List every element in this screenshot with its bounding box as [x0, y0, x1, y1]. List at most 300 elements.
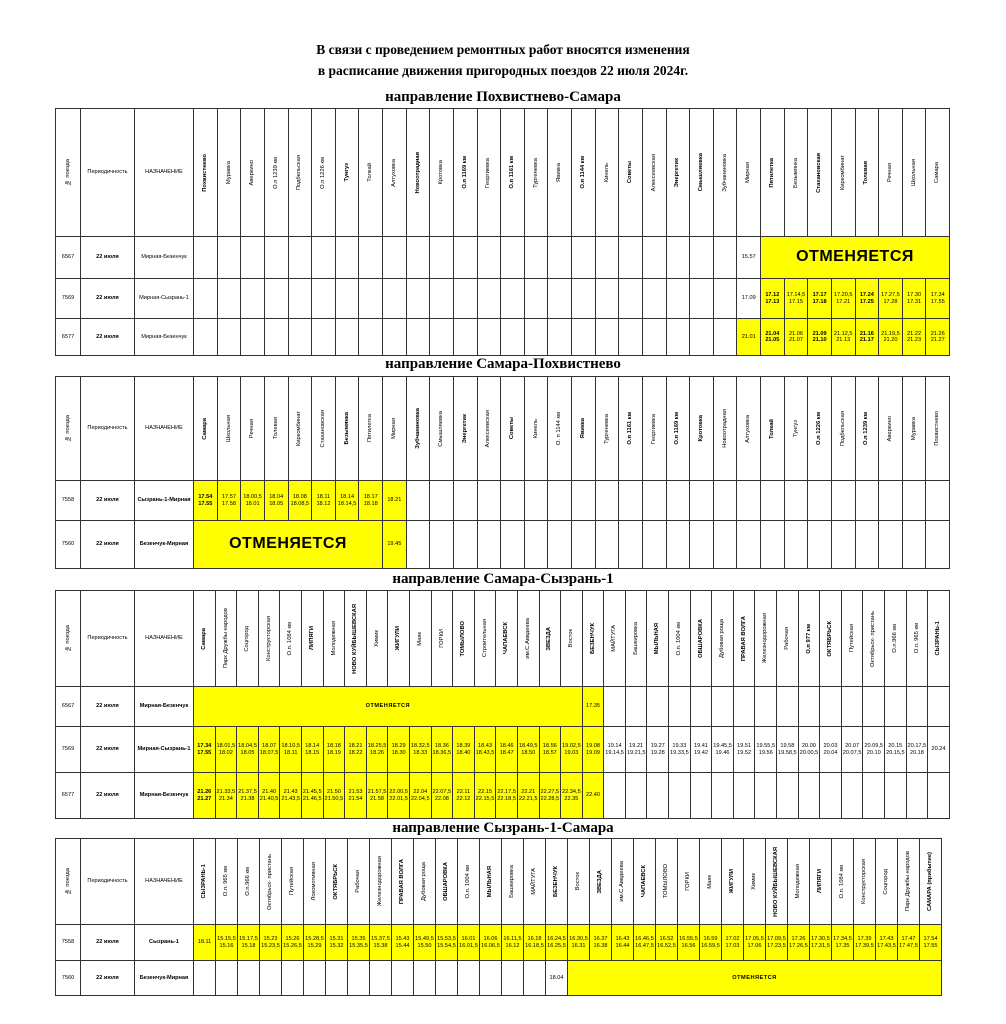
station-name: ОКТЯБРЬСК [333, 863, 340, 900]
time-cell [326, 925, 348, 961]
station-header [784, 109, 808, 237]
arrival-time: 18.25,5 [367, 743, 387, 750]
time-cell [409, 727, 431, 773]
time-cell [841, 727, 863, 773]
empty-cell [453, 521, 477, 569]
departure-time: 17.25 [859, 298, 874, 305]
empty-cell [241, 279, 265, 319]
station-header [666, 377, 690, 481]
station-header [906, 591, 928, 687]
empty-cell [604, 687, 626, 727]
arrival-time: 20.15 [888, 743, 903, 750]
station-name: Школьная [910, 159, 917, 186]
station-header [831, 377, 855, 481]
station-name: Конструкторская [861, 859, 868, 904]
arrival-time: 20.09,5 [864, 743, 884, 750]
empty-cell [453, 237, 477, 279]
arrival-time: 15.17,5 [239, 936, 258, 943]
station-header [755, 591, 777, 687]
station-header [392, 839, 414, 925]
empty-cell [642, 481, 666, 521]
departure-time: 19.33,5 [670, 749, 689, 756]
train-number-value: 7560 [61, 541, 75, 548]
arrival-time: 15.43 [395, 936, 410, 943]
arrival-time: 16.52 [659, 936, 674, 943]
departure-time: 16.18,5 [525, 942, 544, 949]
station-header [241, 377, 265, 481]
station-name: НОВО КУЙБЫШЕВСКАЯ [773, 846, 780, 917]
time-cell [906, 727, 928, 773]
departure-time: 16.38 [593, 942, 608, 949]
train-number [56, 521, 81, 569]
empty-cell [524, 961, 546, 996]
time-cell [436, 925, 458, 961]
column-header-label: № поезда [64, 159, 71, 186]
station-header [678, 839, 700, 925]
empty-cell [831, 481, 855, 521]
arrival-time: 21.12,5 [833, 330, 853, 337]
station-header [431, 591, 453, 687]
station-header [841, 591, 863, 687]
departure-time: 18.08,5 [290, 500, 310, 507]
empty-cell [863, 687, 885, 727]
departure-time: 16.01,5 [459, 942, 478, 949]
time-cell [345, 773, 367, 819]
station-name: Химик [751, 873, 758, 890]
station-header [430, 109, 454, 237]
cancelled-banner [194, 687, 583, 727]
station-name: Кинель [532, 418, 539, 439]
departure-time: 22.21,5 [518, 795, 538, 802]
column-header-label: Периодичность [87, 878, 128, 885]
empty-cell [666, 237, 690, 279]
time-cell [737, 237, 761, 279]
empty-cell [335, 319, 359, 356]
station-header [666, 109, 690, 237]
arrival-time: 18.14 [305, 743, 320, 750]
station-header [808, 109, 832, 237]
cancelled-banner [761, 237, 950, 279]
time-cell [496, 773, 518, 819]
station-header [700, 839, 722, 925]
station-name: Октябрьск- пристань [870, 610, 877, 667]
time-cell [474, 773, 496, 819]
arrival-time: 19.58 [780, 743, 795, 750]
time-cell [854, 925, 876, 961]
arrival-time: 16.24,5 [547, 936, 566, 943]
departure-time: 15.44 [395, 942, 410, 949]
periodicity-value: 22 июля [96, 497, 119, 504]
station-header [612, 839, 634, 925]
station-name: Путейская [289, 867, 296, 896]
column-header-destination [135, 377, 194, 481]
time-cell [264, 481, 288, 521]
departure-time: 19.46 [715, 749, 730, 756]
arrival-time: 15.28,5 [305, 936, 324, 943]
empty-cell [619, 279, 643, 319]
time-cell [366, 727, 388, 773]
train-number-value: 6577 [61, 333, 75, 340]
arrival-time: 19.27 [650, 743, 665, 750]
empty-cell [194, 279, 218, 319]
station-header [690, 377, 714, 481]
station-header [777, 591, 799, 687]
station-header [784, 377, 808, 481]
arrival-time: 21.33,5 [216, 789, 236, 796]
station-name: Пятилетка [367, 414, 374, 443]
arrival-time: 18.43 [478, 743, 493, 750]
time-cell [237, 727, 259, 773]
station-header [642, 377, 666, 481]
arrival-time: 16.43 [615, 936, 630, 943]
station-name: Железнодорожная [762, 613, 769, 664]
train-periodicity [81, 961, 135, 996]
empty-cell [392, 961, 414, 996]
time-cell [335, 481, 359, 521]
arrival-time: 16.18 [527, 936, 542, 943]
departure-time: 21.40,5 [259, 795, 279, 802]
time-cell [568, 925, 590, 961]
station-header [383, 109, 407, 237]
time-cell [258, 727, 280, 773]
column-header-train-number [56, 109, 81, 237]
station-name: Новоотрадная [414, 151, 421, 194]
arrival-time: 17.20,5 [833, 292, 853, 299]
station-name: Школьная [225, 415, 232, 442]
time-cell [700, 925, 722, 961]
arrival-time: 18.04 [269, 494, 284, 501]
time-cell [496, 727, 518, 773]
time-cell [280, 773, 302, 819]
time-value: 18.21 [387, 497, 402, 504]
departure-time: 16.44 [615, 942, 630, 949]
departure-time: 19.42 [693, 749, 708, 756]
station-name: Безымянка [792, 157, 799, 188]
arrival-time: 21.19,5 [881, 330, 900, 337]
time-value: 22.40 [585, 792, 600, 799]
empty-cell [304, 961, 326, 996]
destination-value: Безенчук-Мирная [139, 541, 189, 548]
station-header [288, 109, 312, 237]
departure-time: 18.43,5 [475, 749, 495, 756]
station-name: ОБШАРОВКА [697, 619, 704, 658]
arrival-time: 20.00 [801, 743, 816, 750]
time-cell [312, 481, 336, 521]
train-destination [135, 773, 194, 819]
empty-cell [288, 237, 312, 279]
arrival-time: 21.40 [262, 789, 277, 796]
departure-time: 18.01 [245, 500, 260, 507]
time-cell [453, 727, 475, 773]
empty-cell [480, 961, 502, 996]
empty-cell [713, 237, 737, 279]
arrival-time: 15.53,5 [437, 936, 456, 943]
empty-cell [572, 521, 596, 569]
empty-cell [619, 319, 643, 356]
station-name: О.п.966 км [891, 624, 898, 653]
time-cell [194, 727, 216, 773]
empty-cell [335, 237, 359, 279]
departure-time: 19.28 [650, 749, 665, 756]
time-cell [582, 727, 604, 773]
empty-cell [430, 481, 454, 521]
periodicity-value: 22 июля [96, 333, 119, 340]
empty-cell [625, 773, 647, 819]
time-cell [820, 727, 842, 773]
train-number-value: 7558 [61, 497, 75, 504]
station-name: Толкай [768, 418, 775, 439]
station-name: Кротовка [698, 415, 705, 442]
station-header [480, 839, 502, 925]
empty-cell [359, 237, 383, 279]
empty-cell [777, 687, 799, 727]
empty-cell [548, 279, 572, 319]
periodicity-value: 22 июля [96, 541, 119, 548]
train-periodicity [81, 687, 135, 727]
empty-cell [928, 687, 950, 727]
departure-time: 18.11 [283, 749, 298, 756]
arrival-time: 22.17,5 [497, 789, 516, 796]
station-name: Алексеевская [650, 153, 657, 192]
time-cell [502, 925, 524, 961]
departure-time: 21.27 [197, 795, 212, 802]
time-cell [879, 319, 903, 356]
arrival-time: 17.43 [879, 936, 894, 943]
train-destination [135, 925, 194, 961]
empty-cell [502, 961, 524, 996]
time-value: 15.57 [741, 254, 756, 261]
train-destination [135, 961, 194, 996]
empty-cell [217, 237, 241, 279]
arrival-time: 15.35 [351, 936, 366, 943]
station-header [712, 591, 734, 687]
empty-cell [436, 961, 458, 996]
arrival-time: 18.10,5 [281, 743, 300, 750]
departure-time: 18.15 [305, 749, 320, 756]
station-name: ЖИГУЛИ [729, 869, 736, 894]
time-cell [301, 773, 323, 819]
station-name: Башкировка [632, 622, 639, 655]
time-cell [722, 925, 744, 961]
station-name: Похвистнево [934, 411, 941, 446]
destination-value: Мирная-Сызрань-1 [139, 295, 189, 302]
time-cell [902, 319, 926, 356]
departure-time: 17.18 [812, 298, 827, 305]
station-name: МЫЛЬНАЯ [654, 622, 661, 655]
arrival-time: 18.39 [456, 743, 471, 750]
empty-cell [879, 481, 903, 521]
time-cell [237, 773, 259, 819]
departure-time: 16.12 [505, 942, 520, 949]
arrival-time: 22.15 [478, 789, 493, 796]
station-header [238, 839, 260, 925]
station-header [582, 591, 604, 687]
header-row [56, 109, 950, 237]
empty-cell [370, 961, 392, 996]
notice-line-1: В связи с проведением ремонтных работ вносятся изменения [316, 42, 690, 57]
empty-cell [458, 961, 480, 996]
station-header [788, 839, 810, 925]
empty-cell [501, 237, 525, 279]
departure-time: 19.21,5 [626, 749, 646, 756]
station-name: Химик [373, 630, 380, 647]
station-name: Путейская [848, 624, 855, 653]
empty-cell [595, 279, 619, 319]
station-name: Киркомбинат [839, 154, 846, 191]
station-header [383, 377, 407, 481]
empty-cell [524, 279, 548, 319]
station-header [926, 109, 950, 237]
station-header [345, 591, 367, 687]
cancelled-label: ОТМЕНЯЕТСЯ [796, 248, 914, 266]
departure-time: 17.55 [930, 298, 945, 305]
station-name: МЫЛЬНАЯ [487, 865, 494, 898]
time-cell [647, 727, 669, 773]
departure-time: 18.50 [521, 749, 536, 756]
station-header [312, 109, 336, 237]
train-number [56, 237, 81, 279]
station-header [409, 591, 431, 687]
station-name: Парк Дружбы народов [222, 608, 229, 669]
station-header [928, 591, 950, 687]
arrival-time: 16.06 [483, 936, 498, 943]
station-header [323, 591, 345, 687]
arrival-time: 18.46 [499, 743, 514, 750]
station-header [539, 591, 561, 687]
time-cell [546, 961, 568, 996]
station-name: им.С.Аввдеева [619, 861, 626, 902]
time-cell [359, 481, 383, 521]
time-cell [474, 727, 496, 773]
destination-value: Безенчук-Мирная [139, 974, 189, 981]
time-cell [388, 773, 410, 819]
arrival-time: 21.50 [326, 789, 341, 796]
time-cell [798, 727, 820, 773]
empty-cell [733, 773, 755, 819]
time-cell [388, 727, 410, 773]
empty-cell [524, 521, 548, 569]
station-name: О.п 1239 км [863, 412, 870, 445]
empty-cell [784, 481, 808, 521]
train-destination [135, 279, 194, 319]
departure-time: 15.50 [417, 942, 432, 949]
time-cell [656, 925, 678, 961]
arrival-time: 16.11,5 [503, 936, 522, 943]
time-cell [431, 727, 453, 773]
station-name: Молодежная [330, 621, 337, 656]
arrival-time: 17.54 [923, 936, 938, 943]
station-header [737, 109, 761, 237]
arrival-time: 17.24 [859, 292, 874, 299]
empty-cell [453, 481, 477, 521]
train-periodicity [81, 925, 135, 961]
station-header [832, 839, 854, 925]
arrival-time: 18.18 [326, 743, 341, 750]
empty-cell [595, 237, 619, 279]
empty-cell [863, 773, 885, 819]
station-name: БЕЗЕНЧУК [553, 866, 560, 897]
station-name: Энергетик [674, 157, 681, 188]
arrival-time: 21.45,5 [302, 789, 322, 796]
train-periodicity [81, 319, 135, 356]
time-cell [323, 773, 345, 819]
train-row [56, 961, 942, 996]
column-header-train-number [56, 839, 81, 925]
departure-time: 20.00,5 [799, 749, 819, 756]
station-name: О.п. 965 км [223, 866, 230, 897]
arrival-time: 17.17 [812, 292, 827, 299]
station-name: О.п 977 км [805, 623, 812, 654]
empty-cell [690, 319, 714, 356]
station-name: ЧАПАЕВСК [641, 865, 648, 898]
station-header [288, 377, 312, 481]
time-cell [604, 727, 626, 773]
empty-cell [690, 687, 712, 727]
empty-cell [733, 687, 755, 727]
empty-cell [194, 961, 216, 996]
empty-cell [501, 481, 525, 521]
station-header [634, 839, 656, 925]
station-header [855, 377, 879, 481]
station-header [453, 377, 477, 481]
arrival-time: 16.01 [461, 936, 476, 943]
departure-time: 21.54 [348, 795, 363, 802]
periodicity-value: 22 июля [96, 939, 119, 946]
station-header [625, 591, 647, 687]
empty-cell [238, 961, 260, 996]
station-name: Явикка [556, 163, 563, 182]
time-cell [832, 925, 854, 961]
time-cell [258, 773, 280, 819]
train-number-value: 6567 [61, 254, 75, 261]
station-name: ТОМЫЛОВО [663, 864, 670, 899]
empty-cell [194, 319, 218, 356]
train-destination [135, 727, 194, 773]
station-header [595, 377, 619, 481]
station-name: Самара [201, 417, 208, 440]
station-header [656, 839, 678, 925]
arrival-time: 16.59 [703, 936, 718, 943]
departure-time: 19.14,5 [605, 749, 624, 756]
station-name: Самара [200, 627, 207, 650]
station-header [304, 839, 326, 925]
station-header [713, 377, 737, 481]
station-name: Толевая [863, 160, 870, 185]
arrival-time: 18.32,5 [410, 743, 430, 750]
station-header [766, 839, 788, 925]
station-header [215, 591, 237, 687]
empty-cell [326, 961, 348, 996]
arrival-time: 21.57,5 [367, 789, 387, 796]
time-cell [810, 925, 832, 961]
station-name: Тургеневка [532, 157, 539, 188]
train-row [56, 279, 950, 319]
time-value: 18.04 [549, 974, 564, 981]
departure-time: 21.27 [930, 337, 945, 343]
empty-cell [604, 773, 626, 819]
empty-cell [430, 319, 454, 356]
time-cell [669, 727, 691, 773]
empty-cell [841, 687, 863, 727]
cancelled-banner [194, 521, 383, 569]
departure-time: 18.47 [499, 749, 514, 756]
station-name: Пятилетка [768, 157, 775, 188]
empty-cell [906, 687, 928, 727]
time-cell [879, 279, 903, 319]
arrival-time: 19.02,5 [562, 743, 581, 750]
empty-cell [264, 279, 288, 319]
arrival-time: 22.27,5 [540, 789, 560, 796]
